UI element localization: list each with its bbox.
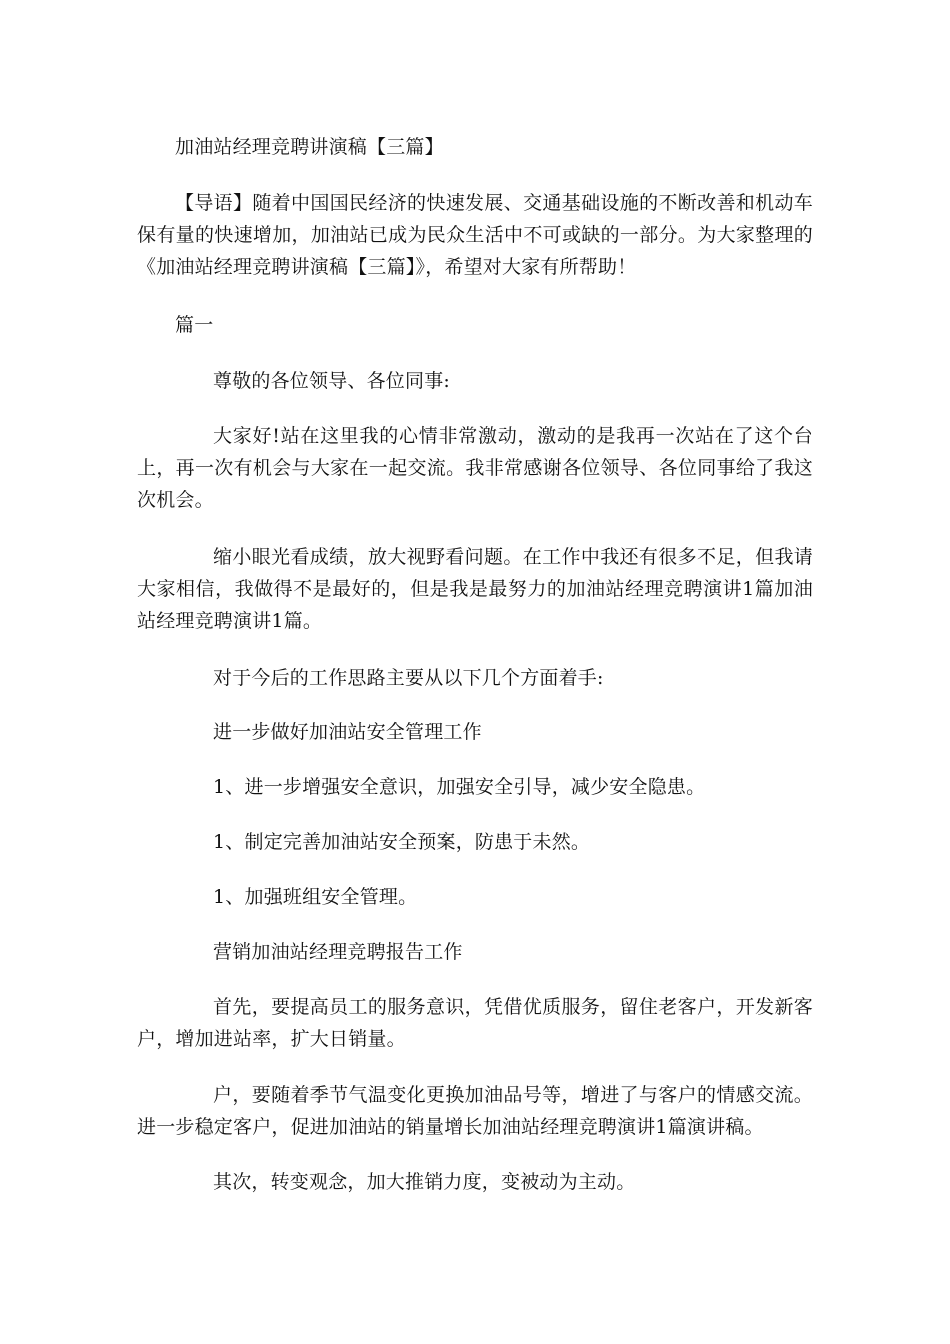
greeting-paragraph: 大家好!站在这里我的心情非常激动，激动的是我再一次站在了这个台上，再一次有机会与大家在一起交流。我非常感谢各位领导、各位同事给了我这次机会。 <box>137 425 813 511</box>
plan-intro-paragraph: 对于今后的工作思路主要从以下几个方面着手: <box>213 667 604 689</box>
reflection-paragraph: 缩小眼光看成绩，放大视野看问题。在工作中我还有很多不足，但我请大家相信，我做得不是最好的，但是我是最努力的加油站经理竞聘演讲1篇加油站经理竞聘演讲1篇。 <box>137 546 813 632</box>
safety-heading: 进一步做好加油站安全管理工作 <box>213 721 482 743</box>
safety-item-2: 1、制定完善加油站安全预案，防患于未然。 <box>213 831 591 853</box>
intro-paragraph: 【导语】随着中国国民经济的快速发展、交通基础设施的不断改善和机动车保有量的快速增加，加油站已成为民众生活中不可或缺的一部分。为大家整理的《加油站经理竞聘讲演稿【三篇】》，希望对大家有所帮助！ <box>137 192 813 278</box>
safety-item-3: 1、加强班组安全管理。 <box>213 886 418 908</box>
document-title: 加油站经理竞聘讲演稿【三篇】 <box>175 136 444 158</box>
safety-item-1: 1、进一步增强安全意识，加强安全引导，减少安全隐患。 <box>213 776 706 798</box>
salutation-paragraph: 尊敬的各位领导、各位同事: <box>213 370 451 392</box>
customer-paragraph: 户，要随着季节气温变化更换加油品号等，增进了与客户的情感交流。进一步稳定客户，促进加油站的销量增长加油站经理竞聘演讲1篇演讲稿。 <box>137 1084 813 1138</box>
marketing-heading: 营销加油站经理竞聘报告工作 <box>213 941 463 963</box>
section-label: 篇一 <box>175 314 214 336</box>
promotion-paragraph: 其次，转变观念，加大推销力度，变被动为主动。 <box>213 1171 636 1193</box>
service-paragraph: 首先，要提高员工的服务意识，凭借优质服务，留住老客户，开发新客户，增加进站率，扩大日销量。 <box>137 996 813 1050</box>
